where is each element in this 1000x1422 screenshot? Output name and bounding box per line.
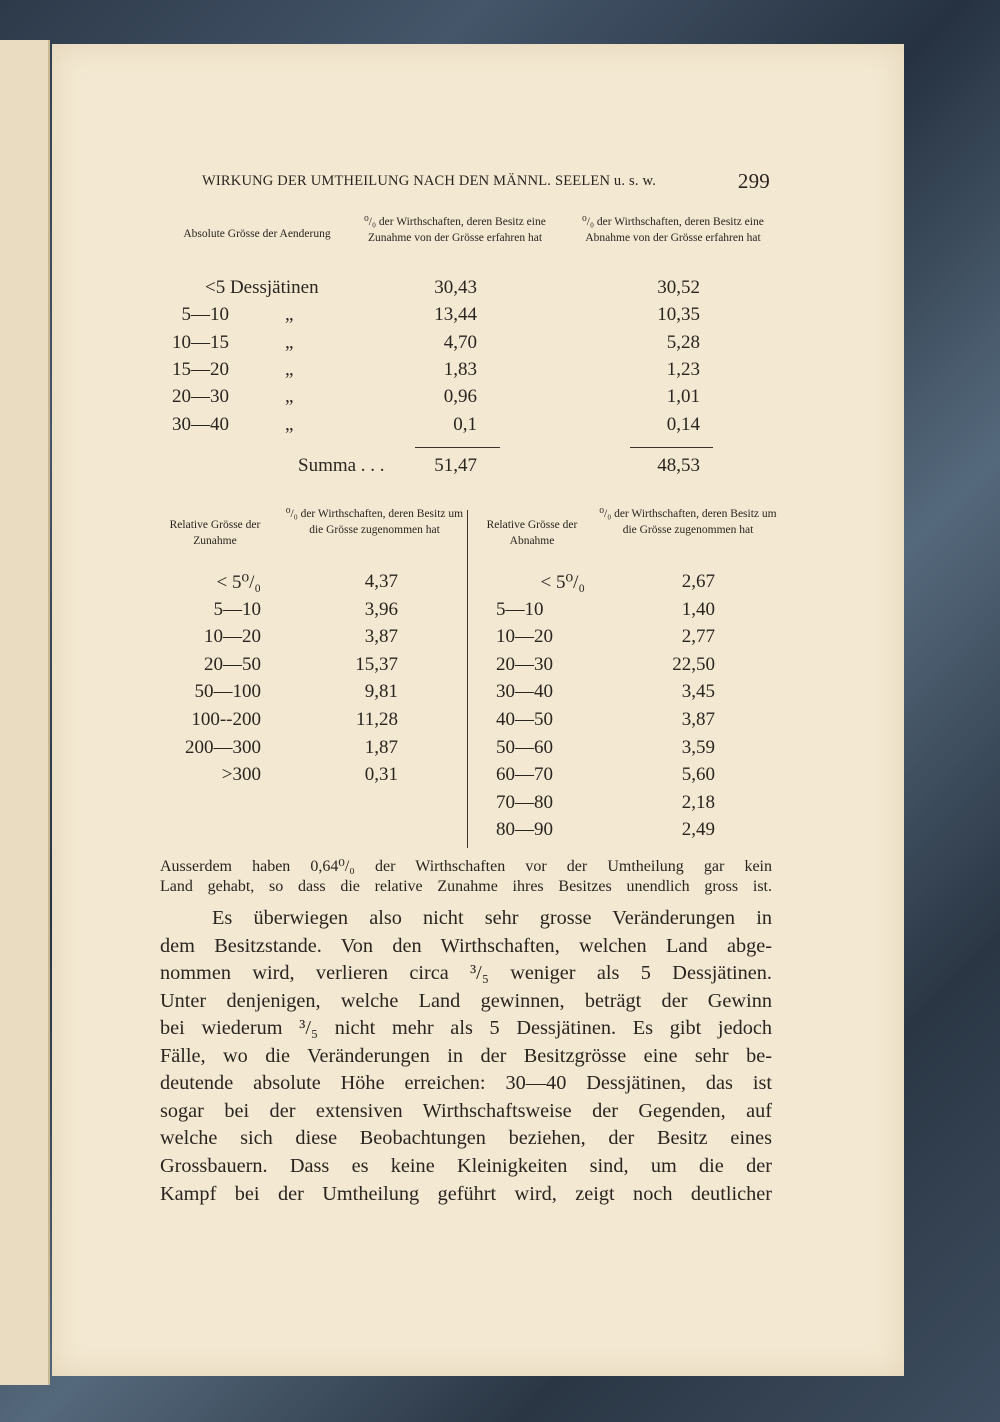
right-row-value: 5,60	[681, 764, 715, 786]
ditto-mark: „	[285, 358, 294, 380]
left-row-value: 1,87	[364, 736, 398, 758]
sum-rule	[630, 447, 713, 448]
right-row-range: 40—50	[496, 709, 553, 730]
left-row-range: 20—50	[204, 653, 261, 675]
paragraph-line: Fälle, wo die Veränderungen in der Besitzgrösse eine sehr be-	[160, 1044, 772, 1067]
paragraph-line: sogar bei der extensiven Wirthschaftsweise der Gegenden, auf	[160, 1099, 772, 1122]
row-increase: 13,44	[434, 304, 477, 326]
running-title: WIRKUNG DER UMTHEILUNG NACH DEN MÄNNL. SEELEN u. s. w.	[202, 173, 657, 189]
right-row-range: 20—30	[496, 653, 553, 675]
left-row-value: 3,87	[364, 626, 398, 648]
row-increase: 0,1	[453, 413, 477, 435]
right-row-range: 30—40	[496, 681, 553, 703]
total-increase: 51,47	[434, 455, 477, 476]
right-row-range: < 5⁰/₀	[540, 572, 585, 593]
left-row-range: 50—100	[194, 681, 261, 703]
right-row-range: 5—10	[496, 598, 544, 620]
left-row-range: 10—20	[204, 626, 261, 648]
left-row-range: 5—10	[213, 598, 261, 620]
row-range: 30—40	[172, 413, 229, 435]
right-row-value: 3,45	[681, 681, 715, 703]
running-header	[202, 169, 770, 193]
left-row-value: 4,37	[364, 571, 398, 592]
row-increase: 0,96	[443, 386, 477, 408]
row-decrease: 0,14	[666, 413, 700, 435]
table1-header-size: Absolute Grösse der Aenderung	[183, 228, 331, 240]
ditto-mark: „	[285, 304, 294, 326]
paragraph-line: dem Besitzstande. Von den Wirthschaften, welchen Land abge-	[160, 934, 772, 957]
paragraph-line: bei wiederum ³/₅ nicht mehr als 5 Dessjätinen. Es gibt jedoch	[160, 1017, 772, 1040]
table2-header-left-pct: ⁰/₀ der Wirthschaften, deren Besitz um die Grösse zugenommen hat	[285, 508, 464, 536]
right-row-range: 50—60	[496, 736, 553, 758]
paragraph-line: deutende absolute Höhe erreichen: 30—40 Dessjätinen, das ist	[160, 1072, 772, 1095]
row-range: 5—10	[181, 304, 229, 326]
table2-divider	[467, 510, 468, 848]
row-decrease: 10,35	[657, 304, 700, 326]
row-increase: 4,70	[443, 331, 477, 353]
right-row-range: 10—20	[496, 626, 553, 648]
left-row-range: 200—300	[185, 736, 261, 758]
row-increase: 30,43	[434, 277, 477, 298]
left-row-value: 9,81	[364, 681, 398, 703]
right-row-value: 3,59	[681, 736, 715, 758]
right-row-value: 2,18	[681, 791, 715, 813]
ditto-mark: „	[285, 413, 294, 435]
right-row-range: 60—70	[496, 764, 553, 786]
paragraph-line: Kampf bei der Umtheilung geführt wird, zeigt noch deutlicher	[160, 1182, 772, 1205]
row-range: 15—20	[172, 358, 229, 380]
right-row-range: 80—90	[496, 819, 553, 841]
facing-page-edge	[0, 40, 50, 1385]
sum-rule	[415, 447, 500, 448]
paragraph-line: Unter denjenigen, welche Land gewinnen, beträgt der Gewinn	[160, 989, 772, 1012]
right-row-value: 22,50	[672, 653, 715, 675]
table1-header-increase: ⁰/₀ der Wirthschaften, deren Besitz eine Zunahme von der Grösse erfahren hat	[364, 216, 546, 244]
right-row-range: 70—80	[496, 791, 553, 813]
paragraph-line: nommen wird, verlieren circa ³/₅ weniger als 5 Dessjätinen.	[160, 962, 772, 985]
row-range: 20—30	[172, 386, 229, 408]
table2-header-right-size: Relative Grösse der Abnahme	[486, 519, 578, 547]
left-row-range: < 5⁰/₀	[216, 572, 261, 593]
right-row-value: 1,40	[681, 598, 715, 620]
footnote-line: Land gehabt, so dass die relative Zunahme ihres Besitzes unendlich gross ist.	[160, 877, 772, 895]
right-row-value: 2,67	[681, 571, 715, 592]
paragraph-line: welche sich diese Beobachtungen beziehen, der Besitz eines	[160, 1127, 772, 1150]
row-increase: 1,83	[443, 358, 477, 380]
ditto-mark: „	[285, 331, 294, 353]
total-label: Summa . . .	[298, 455, 385, 476]
row-range: 10—15	[172, 331, 229, 353]
left-row-range: >300	[221, 764, 261, 786]
right-row-value: 3,87	[681, 709, 715, 730]
row-decrease: 30,52	[657, 277, 700, 298]
row-decrease: 1,01	[666, 386, 700, 408]
left-row-value: 0,31	[364, 764, 398, 786]
right-row-value: 2,77	[681, 626, 715, 648]
paragraph-line: Es überwiegen also nicht sehr grosse Veränderungen in	[212, 907, 772, 929]
left-row-value: 3,96	[364, 598, 398, 620]
total-decrease: 48,53	[657, 455, 700, 476]
paragraph-line: Grossbauern. Dass es keine Kleinigkeiten sind, um die der	[160, 1154, 772, 1177]
row-range: <5 Dessjätinen	[205, 277, 319, 298]
row-decrease: 1,23	[666, 358, 700, 380]
left-row-value: 11,28	[355, 709, 398, 730]
row-decrease: 5,28	[666, 331, 700, 353]
table2-header-left-size: Relative Grösse der Zunahme	[169, 519, 261, 547]
table1-header-decrease: ⁰/₀ der Wirthschaften, deren Besitz eine Abnahme von der Grösse erfahren hat	[582, 216, 764, 244]
left-row-value: 15,37	[355, 653, 398, 675]
table2-header-right-pct: ⁰/₀ der Wirthschaften, deren Besitz um die Grösse zugenommen hat	[599, 508, 777, 536]
page-number: 299	[737, 169, 770, 193]
right-row-value: 2,49	[681, 819, 715, 841]
left-row-range: 100--200	[191, 709, 261, 730]
ditto-mark: „	[285, 386, 294, 408]
footnote-line: Ausserdem haben 0,64⁰/₀ der Wirthschaften vor der Umtheilung gar kein	[160, 858, 772, 875]
